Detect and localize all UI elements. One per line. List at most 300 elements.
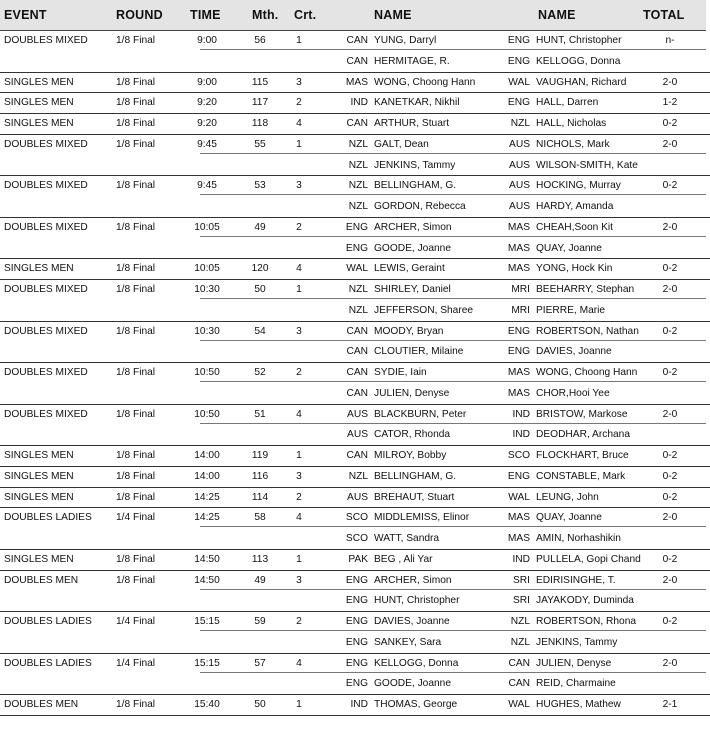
header-time: TIME	[190, 8, 221, 22]
table-row	[0, 425, 710, 446]
player-1-cell: GALT, Dean	[374, 138, 429, 150]
country-2-cell: IND	[512, 429, 530, 441]
country-2-cell: SRI	[513, 595, 530, 607]
total-cell: 0-2	[662, 263, 678, 275]
player-1-cell: THOMAS, George	[374, 699, 458, 710]
event-cell: DOUBLES MIXED	[4, 284, 88, 295]
table-row	[0, 446, 710, 467]
country-2-cell: ENG	[507, 325, 530, 337]
player-1-cell: ARCHER, Simon	[374, 221, 452, 233]
country-2-cell: AUS	[509, 180, 530, 192]
country-2-cell: NZL	[510, 616, 530, 627]
header-name-1: NAME	[374, 8, 412, 22]
country-2-cell: MAS	[507, 387, 530, 399]
player-2-cell: QUAY, Joanne	[536, 512, 602, 524]
country-2-cell: CAN	[508, 678, 530, 690]
player-1-cell: JEFFERSON, Sharee	[374, 304, 474, 316]
player-1-cell: ARCHER, Simon	[374, 574, 452, 586]
event-cell: DOUBLES MIXED	[4, 408, 88, 420]
event-cell: DOUBLES MIXED	[4, 180, 88, 192]
event-cell: DOUBLES MEN	[4, 699, 79, 710]
event-cell: DOUBLES MIXED	[4, 221, 88, 233]
player-1-cell: WONG, Choong Hann	[374, 76, 476, 88]
country-2-cell: ENG	[507, 470, 530, 482]
country-2-cell: SCO	[507, 450, 530, 461]
player-2-cell: YONG, Hock Kin	[536, 263, 613, 275]
match-number-cell: 51	[254, 408, 266, 420]
player-2-cell: BRISTOW, Markose	[536, 408, 628, 420]
player-2-cell: FLOCKHART, Bruce	[536, 450, 629, 461]
time-cell: 10:30	[194, 284, 220, 295]
country-2-cell: MAS	[507, 512, 530, 524]
table-row	[0, 197, 710, 218]
player-1-cell: SANKEY, Sara	[374, 636, 442, 648]
event-cell: SINGLES MEN	[4, 97, 74, 109]
player-1-cell: CLOUTIER, Milaine	[374, 346, 464, 358]
player-2-cell: ROBERTSON, Rhona	[536, 616, 637, 627]
court-cell: 3	[296, 76, 302, 88]
match-number-cell: 117	[251, 97, 269, 109]
country-1-cell: CAN	[346, 346, 368, 358]
player-1-cell: SYDIE, Iain	[374, 367, 427, 378]
country-1-cell: CAN	[346, 35, 368, 46]
player-2-cell: BEEHARRY, Stephan	[536, 284, 635, 295]
event-cell: SINGLES MEN	[4, 450, 74, 461]
time-cell: 10:30	[194, 325, 220, 337]
player-2-cell: WILSON-SMITH, Kate	[536, 159, 638, 171]
player-2-cell: HUNT, Christopher	[536, 35, 622, 46]
country-2-cell: MAS	[507, 242, 530, 254]
country-1-cell: NZL	[348, 304, 368, 316]
country-1-cell: NZL	[348, 201, 368, 212]
court-cell: 4	[296, 657, 302, 669]
time-cell: 14:25	[194, 491, 220, 503]
court-cell: 1	[296, 553, 302, 565]
player-1-cell: YUNG, Darryl	[374, 35, 437, 46]
round-cell: 1/8 Final	[116, 284, 156, 295]
player-1-cell: HERMITAGE, R.	[374, 55, 450, 67]
total-cell: 0-2	[662, 325, 678, 337]
match-number-cell: 55	[254, 138, 266, 150]
country-1-cell: CAN	[346, 118, 368, 129]
player-2-cell: HALL, Nicholas	[536, 118, 607, 129]
court-cell: 3	[296, 180, 302, 192]
table-row	[0, 114, 710, 135]
player-2-cell: WONG, Choong Hann	[536, 367, 638, 378]
total-cell: 2-1	[662, 699, 678, 710]
total-cell: 2-0	[662, 76, 678, 88]
player-1-cell: ARTHUR, Stuart	[374, 118, 450, 129]
player-1-cell: BEG , Ali Yar	[374, 553, 433, 565]
table-row	[0, 342, 710, 363]
player-2-cell: CHEAH,Soon Kit	[536, 221, 614, 233]
player-1-cell: HUNT, Christopher	[374, 595, 460, 607]
country-1-cell: CAN	[346, 325, 368, 337]
player-1-cell: MILROY, Bobby	[374, 450, 447, 461]
event-cell: DOUBLES MIXED	[4, 138, 88, 150]
country-1-cell: NZL	[348, 138, 368, 150]
round-cell: 1/8 Final	[116, 408, 156, 420]
round-cell: 1/8 Final	[116, 97, 156, 109]
country-1-cell: PAK	[348, 553, 368, 565]
player-2-cell: LEUNG, John	[536, 491, 599, 503]
table-row	[0, 612, 710, 633]
country-1-cell: IND	[350, 97, 368, 109]
player-2-cell: HALL, Darren	[536, 97, 599, 109]
round-cell: 1/8 Final	[116, 553, 156, 565]
match-number-cell: 50	[254, 284, 266, 295]
player-2-cell: NICHOLS, Mark	[536, 138, 610, 150]
court-cell: 3	[296, 325, 302, 337]
country-1-cell: ENG	[345, 574, 368, 586]
header-round: ROUND	[116, 8, 163, 22]
country-1-cell: CAN	[346, 367, 368, 378]
player-1-cell: MIDDLEMISS, Elinor	[374, 512, 470, 524]
event-cell: SINGLES MEN	[4, 263, 74, 275]
match-number-cell: 57	[254, 657, 266, 669]
time-cell: 14:50	[194, 574, 220, 586]
country-2-cell: MAS	[507, 221, 530, 233]
country-2-cell: MRI	[511, 304, 530, 316]
player-2-cell: HARDY, Amanda	[536, 201, 614, 212]
match-number-cell: 49	[254, 221, 266, 233]
match-number-cell: 118	[251, 118, 269, 129]
court-cell: 1	[296, 284, 302, 295]
player-1-cell: JENKINS, Tammy	[374, 159, 456, 171]
round-cell: 1/4 Final	[116, 616, 156, 627]
country-1-cell: ENG	[345, 221, 368, 233]
player-1-cell: GORDON, Rebecca	[374, 201, 466, 212]
time-cell: 15:40	[194, 699, 220, 710]
time-cell: 9:20	[197, 97, 217, 109]
table-row	[0, 135, 710, 156]
country-2-cell: WAL	[508, 699, 530, 710]
court-cell: 1	[296, 450, 302, 461]
country-1-cell: CAN	[346, 450, 368, 461]
country-1-cell: ENG	[345, 657, 368, 669]
total-cell: 2-0	[662, 221, 678, 233]
player-2-cell: CHOR,Hooi Yee	[536, 387, 610, 399]
country-1-cell: AUS	[347, 429, 368, 441]
total-cell: 0-2	[662, 553, 678, 565]
match-number-cell: 50	[254, 699, 266, 710]
round-cell: 1/8 Final	[116, 221, 156, 233]
match-number-cell: 119	[251, 450, 269, 461]
country-2-cell: IND	[512, 553, 530, 565]
country-1-cell: NZL	[348, 180, 368, 192]
round-cell: 1/4 Final	[116, 512, 156, 524]
time-cell: 15:15	[194, 657, 220, 669]
player-1-cell: SHIRLEY, Daniel	[374, 284, 451, 295]
court-cell: 4	[296, 408, 302, 420]
event-cell: DOUBLES MIXED	[4, 35, 88, 46]
table-row	[0, 301, 710, 322]
time-cell: 9:00	[197, 76, 217, 88]
country-1-cell: CAN	[346, 387, 368, 399]
table-row	[0, 363, 710, 384]
event-cell: DOUBLES LADIES	[4, 616, 92, 627]
country-2-cell: ENG	[507, 35, 530, 46]
country-2-cell: CAN	[508, 657, 530, 669]
table-row	[0, 633, 710, 654]
table-row	[0, 52, 710, 73]
player-2-cell: PULLELA, Gopi Chand	[536, 553, 641, 565]
total-cell: 0-2	[662, 367, 678, 378]
round-cell: 1/8 Final	[116, 699, 156, 710]
country-1-cell: ENG	[345, 595, 368, 607]
time-cell: 10:50	[194, 367, 220, 378]
round-cell: 1/8 Final	[116, 574, 156, 586]
match-number-cell: 54	[254, 325, 266, 337]
time-cell: 10:05	[194, 221, 220, 233]
table-row	[0, 674, 710, 695]
country-1-cell: WAL	[346, 263, 368, 275]
player-2-cell: CONSTABLE, Mark	[536, 470, 626, 482]
match-number-cell: 58	[254, 512, 266, 524]
country-1-cell: ENG	[345, 242, 368, 254]
country-1-cell: ENG	[345, 636, 368, 648]
player-1-cell: KANETKAR, Nikhil	[374, 97, 460, 109]
header-mth: Mth.	[252, 8, 279, 22]
table-row	[0, 508, 710, 529]
match-number-cell: 120	[251, 263, 269, 275]
court-cell: 3	[296, 470, 302, 482]
round-cell: 1/8 Final	[116, 367, 156, 378]
total-cell: 2-0	[662, 284, 678, 295]
country-1-cell: ENG	[345, 616, 368, 627]
table-row	[0, 176, 710, 197]
country-2-cell: NZL	[510, 636, 530, 648]
total-cell: 1-2	[662, 97, 678, 109]
table-row	[0, 529, 710, 550]
player-2-cell: REID, Charmaine	[536, 678, 616, 690]
table-row	[0, 550, 710, 571]
court-cell: 1	[296, 35, 302, 46]
total-cell: 2-0	[662, 657, 678, 669]
time-cell: 14:00	[194, 470, 220, 482]
player-1-cell: LEWIS, Geraint	[374, 263, 445, 275]
time-cell: 14:00	[194, 450, 220, 461]
table-row	[0, 322, 710, 343]
country-1-cell: AUS	[347, 408, 368, 420]
event-cell: SINGLES MEN	[4, 553, 74, 565]
country-2-cell: ENG	[507, 97, 530, 109]
table-row	[0, 218, 710, 239]
player-2-cell: VAUGHAN, Richard	[536, 76, 627, 88]
player-1-cell: JULIEN, Denyse	[374, 387, 450, 399]
table-row	[0, 73, 710, 94]
country-1-cell: ENG	[345, 678, 368, 690]
country-1-cell: NZL	[348, 159, 368, 171]
court-cell: 2	[296, 97, 302, 109]
total-cell: 0-2	[662, 470, 678, 482]
player-2-cell: DEODHAR, Archana	[536, 429, 630, 441]
total-cell: 2-0	[662, 138, 678, 150]
table-row	[0, 31, 710, 52]
country-2-cell: AUS	[509, 159, 530, 171]
country-2-cell: AUS	[509, 201, 530, 212]
player-2-cell: QUAY, Joanne	[536, 242, 602, 254]
event-cell: DOUBLES MIXED	[4, 367, 88, 378]
total-cell: 0-2	[662, 180, 678, 192]
round-cell: 1/8 Final	[116, 76, 156, 88]
country-2-cell: MAS	[507, 533, 530, 544]
table-row	[0, 405, 710, 426]
match-number-cell: 114	[251, 491, 269, 503]
round-cell: 1/8 Final	[116, 118, 156, 129]
table-row	[0, 384, 710, 405]
table-row	[0, 571, 710, 592]
match-number-cell: 53	[254, 180, 266, 192]
country-2-cell: ENG	[507, 346, 530, 358]
country-1-cell: AUS	[347, 491, 368, 503]
event-cell: SINGLES MEN	[4, 470, 74, 482]
table-row	[0, 695, 710, 716]
total-cell: 0-2	[662, 118, 678, 129]
round-cell: 1/8 Final	[116, 325, 156, 337]
round-cell: 1/4 Final	[116, 657, 156, 669]
player-2-cell: ROBERTSON, Nathan	[536, 325, 639, 337]
event-cell: DOUBLES MEN	[4, 574, 79, 586]
country-1-cell: MAS	[345, 76, 368, 88]
court-cell: 3	[296, 574, 302, 586]
player-2-cell: EDIRISINGHE, T.	[536, 574, 616, 586]
match-number-cell: 113	[251, 553, 269, 565]
event-cell: SINGLES MEN	[4, 491, 74, 503]
player-1-cell: MOODY, Bryan	[374, 325, 444, 337]
time-cell: 9:20	[197, 118, 217, 129]
header-total: TOTAL	[643, 8, 685, 22]
table-row	[0, 239, 710, 260]
time-cell: 14:50	[194, 553, 220, 565]
country-2-cell: MAS	[507, 263, 530, 275]
match-number-cell: 52	[254, 367, 266, 378]
player-1-cell: BELLINGHAM, G.	[374, 470, 457, 482]
player-2-cell: JENKINS, Tammy	[536, 636, 618, 648]
court-cell: 4	[296, 263, 302, 275]
country-2-cell: NZL	[510, 118, 530, 129]
court-cell: 4	[296, 118, 302, 129]
schedule-table-body	[0, 31, 710, 716]
country-1-cell: NZL	[348, 470, 368, 482]
event-cell: SINGLES MEN	[4, 76, 74, 88]
country-2-cell: MAS	[507, 367, 530, 378]
time-cell: 15:15	[194, 616, 220, 627]
round-cell: 1/8 Final	[116, 450, 156, 461]
event-cell: DOUBLES LADIES	[4, 657, 92, 669]
country-1-cell: IND	[350, 699, 368, 710]
country-2-cell: ENG	[507, 55, 530, 67]
round-cell: 1/8 Final	[116, 35, 156, 46]
player-2-cell: JULIEN, Denyse	[536, 657, 612, 669]
country-2-cell: WAL	[508, 76, 530, 88]
country-1-cell: SCO	[345, 512, 368, 524]
event-cell: DOUBLES LADIES	[4, 512, 92, 524]
player-1-cell: BELLINGHAM, G.	[374, 180, 457, 192]
header-crt: Crt.	[294, 8, 317, 22]
time-cell: 9:00	[197, 35, 217, 46]
total-cell: 0-2	[662, 491, 678, 503]
country-2-cell: MRI	[511, 284, 530, 295]
court-cell: 2	[296, 221, 302, 233]
player-1-cell: BREHAUT, Stuart	[374, 491, 455, 503]
country-2-cell: AUS	[509, 138, 530, 150]
time-cell: 9:45	[197, 180, 217, 192]
country-2-cell: SRI	[513, 574, 530, 586]
event-cell: DOUBLES MIXED	[4, 325, 88, 337]
player-2-cell: AMIN, Norhashikin	[536, 533, 621, 544]
table-row	[0, 467, 710, 488]
total-cell: 2-0	[662, 512, 678, 524]
table-row	[0, 654, 710, 675]
table-row	[0, 488, 710, 509]
table-header	[0, 0, 706, 31]
table-row	[0, 259, 710, 280]
player-2-cell: HOCKING, Murray	[536, 180, 621, 192]
total-cell: 0-2	[662, 450, 678, 461]
total-cell: 0-2	[662, 616, 678, 627]
player-1-cell: BLACKBURN, Peter	[374, 408, 467, 420]
round-cell: 1/8 Final	[116, 491, 156, 503]
player-1-cell: GOODE, Joanne	[374, 678, 452, 690]
match-number-cell: 59	[254, 616, 266, 627]
player-2-cell: JAYAKODY, Duminda	[536, 595, 634, 607]
player-2-cell: HUGHES, Mathew	[536, 699, 621, 710]
round-cell: 1/8 Final	[116, 138, 156, 150]
court-cell: 2	[296, 616, 302, 627]
match-number-cell: 49	[254, 574, 266, 586]
round-cell: 1/8 Final	[116, 470, 156, 482]
total-cell: 2-0	[662, 574, 678, 586]
country-1-cell: CAN	[346, 55, 368, 67]
table-row	[0, 156, 710, 177]
time-cell: 10:05	[194, 263, 220, 275]
player-1-cell: DAVIES, Joanne	[374, 616, 450, 627]
player-2-cell: KELLOGG, Donna	[536, 55, 621, 67]
player-1-cell: CATOR, Rhonda	[374, 429, 451, 441]
player-1-cell: KELLOGG, Donna	[374, 657, 459, 669]
total-cell: n-	[665, 35, 675, 46]
header-name-2: NAME	[538, 8, 576, 22]
match-number-cell: 116	[251, 470, 269, 482]
court-cell: 2	[296, 491, 302, 503]
country-2-cell: IND	[512, 408, 530, 420]
player-2-cell: DAVIES, Joanne	[536, 346, 612, 358]
table-row	[0, 280, 710, 301]
court-cell: 1	[296, 699, 302, 710]
time-cell: 14:25	[194, 512, 220, 524]
player-2-cell: PIERRE, Marie	[536, 304, 606, 316]
match-number-cell: 115	[251, 76, 269, 88]
total-cell: 2-0	[662, 408, 678, 420]
table-row	[0, 93, 710, 114]
event-cell: SINGLES MEN	[4, 118, 74, 129]
court-cell: 1	[296, 138, 302, 150]
player-1-cell: GOODE, Joanne	[374, 242, 452, 254]
player-1-cell: WATT, Sandra	[374, 533, 440, 544]
court-cell: 4	[296, 512, 302, 524]
header-event: EVENT	[4, 8, 47, 22]
country-1-cell: NZL	[348, 284, 368, 295]
round-cell: 1/8 Final	[116, 263, 156, 275]
match-number-cell: 56	[254, 35, 266, 46]
court-cell: 2	[296, 367, 302, 378]
country-2-cell: WAL	[508, 491, 530, 503]
time-cell: 10:50	[194, 408, 220, 420]
time-cell: 9:45	[197, 138, 217, 150]
country-1-cell: SCO	[345, 533, 368, 544]
table-row	[0, 591, 710, 612]
